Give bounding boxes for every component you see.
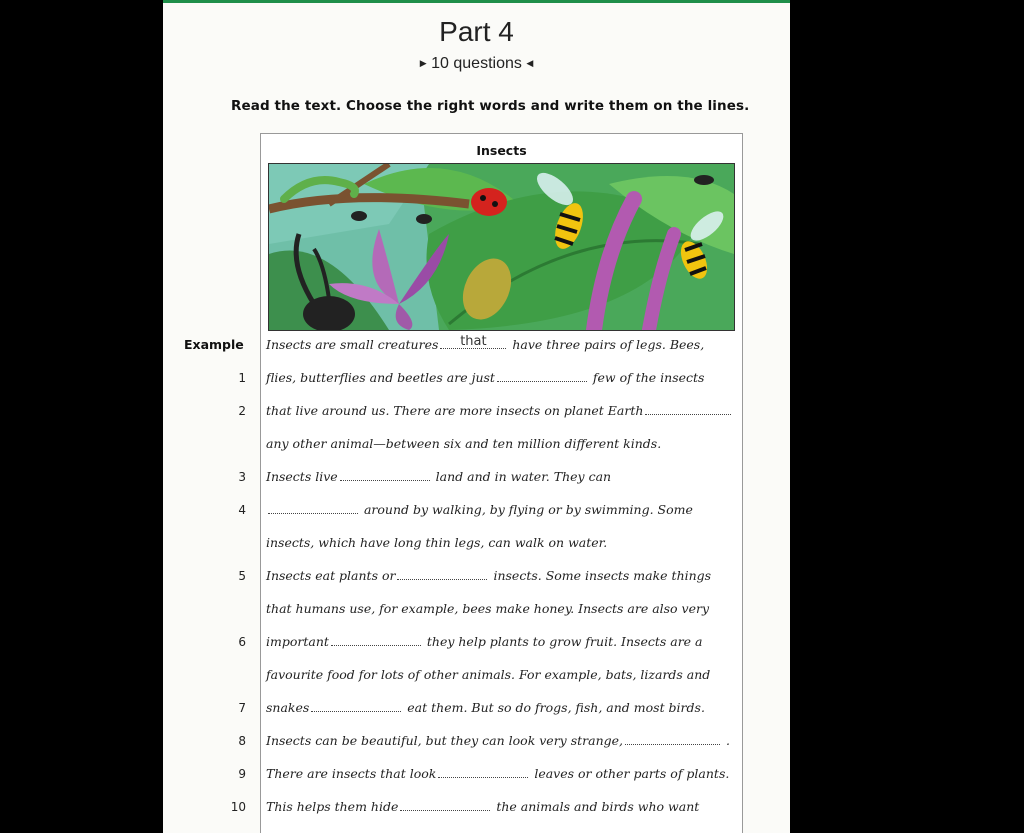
text-segment: Insects eat plants or <box>266 568 396 583</box>
text-line <box>266 436 661 451</box>
text-segment: Insects can be beautiful, but they can look very strange, <box>266 733 623 748</box>
text-segment: that live around us. There are more insects on planet Earth <box>266 403 644 418</box>
answer-blank[interactable] <box>340 470 430 481</box>
text-line <box>266 601 709 616</box>
text-segment: Insects are small creatures <box>266 337 439 352</box>
text-segment: insects, which have long thin legs, can walk on water. <box>266 535 608 550</box>
text-line <box>266 403 733 418</box>
text-segment: land and in water. They can <box>431 469 612 484</box>
text-line <box>266 700 705 715</box>
question-number: 7 <box>238 701 246 715</box>
text-segment: few of the insects <box>588 370 705 385</box>
text-segment: insects. Some insects make things <box>489 568 712 583</box>
text-segment: have three pairs of legs. Bees, <box>508 337 705 352</box>
question-number: 9 <box>238 767 246 781</box>
text-segment: Insects live <box>266 469 338 484</box>
question-count <box>163 55 790 73</box>
text-line <box>266 733 730 748</box>
text-segment: around by walking, by flying or by swimming. Some <box>360 502 693 517</box>
text-segment: they help plants to grow fruit. Insects are a <box>422 634 703 649</box>
example-label: Example <box>184 337 244 352</box>
question-number: 3 <box>238 470 246 484</box>
question-count-label: 10 questions <box>431 55 522 72</box>
text-segment: eat them. But so do frogs, fish, and most birds. <box>403 700 705 715</box>
example-answer: that <box>460 334 487 349</box>
text-segment: flies, butterflies and beetles are just <box>266 370 495 385</box>
answer-blank[interactable] <box>438 767 528 778</box>
question-number: 4 <box>238 503 246 517</box>
answer-blank[interactable] <box>268 503 358 514</box>
text-line <box>266 535 607 550</box>
text-segment: the animals and birds who want <box>492 799 700 814</box>
top-green-bar <box>163 0 790 3</box>
insects-illustration <box>268 163 735 331</box>
answer-blank[interactable] <box>645 404 731 415</box>
text-line <box>266 799 699 814</box>
text-segment: This helps them hide <box>266 799 399 814</box>
text-line <box>266 370 704 385</box>
answer-blank[interactable] <box>497 371 587 382</box>
text-segment: . <box>722 733 730 748</box>
text-line <box>266 667 710 682</box>
text-segment: There are insects that look <box>266 766 437 781</box>
text-line <box>266 334 705 352</box>
answer-blank[interactable] <box>311 701 401 712</box>
text-line <box>266 634 703 649</box>
text-segment: favourite food for lots of other animals. For example, bats, lizards and <box>266 667 711 682</box>
text-segment: any other animal—between six and ten million different kinds. <box>266 436 662 451</box>
question-number: 2 <box>238 404 246 418</box>
question-number: 5 <box>238 569 246 583</box>
text-segment: that humans use, for example, bees make honey. Insects are also very <box>266 601 710 616</box>
text-line <box>266 766 729 781</box>
text-segment: snakes <box>266 700 310 715</box>
instruction-text: Read the text. Choose the right words and write them on the lines. <box>231 98 750 114</box>
answer-blank[interactable] <box>397 569 487 580</box>
text-line <box>266 568 711 583</box>
question-number: 8 <box>238 734 246 748</box>
text-segment: leaves or other parts of plants. <box>530 766 730 781</box>
text-title: Insects <box>476 143 527 158</box>
example-answer-blank[interactable] <box>440 334 506 349</box>
text-line <box>266 502 693 517</box>
triangle-right-icon: ▶ <box>419 58 427 68</box>
text-line <box>266 469 611 484</box>
answer-blank[interactable] <box>625 734 720 745</box>
text-segment: important <box>266 634 329 649</box>
answer-blank[interactable] <box>400 800 490 811</box>
answer-blank[interactable] <box>331 635 421 646</box>
question-number: 1 <box>238 371 246 385</box>
part-title: Part 4 <box>439 16 514 47</box>
triangle-left-icon: ◀ <box>526 58 534 68</box>
question-number: 6 <box>238 635 246 649</box>
question-number: 10 <box>230 800 246 814</box>
